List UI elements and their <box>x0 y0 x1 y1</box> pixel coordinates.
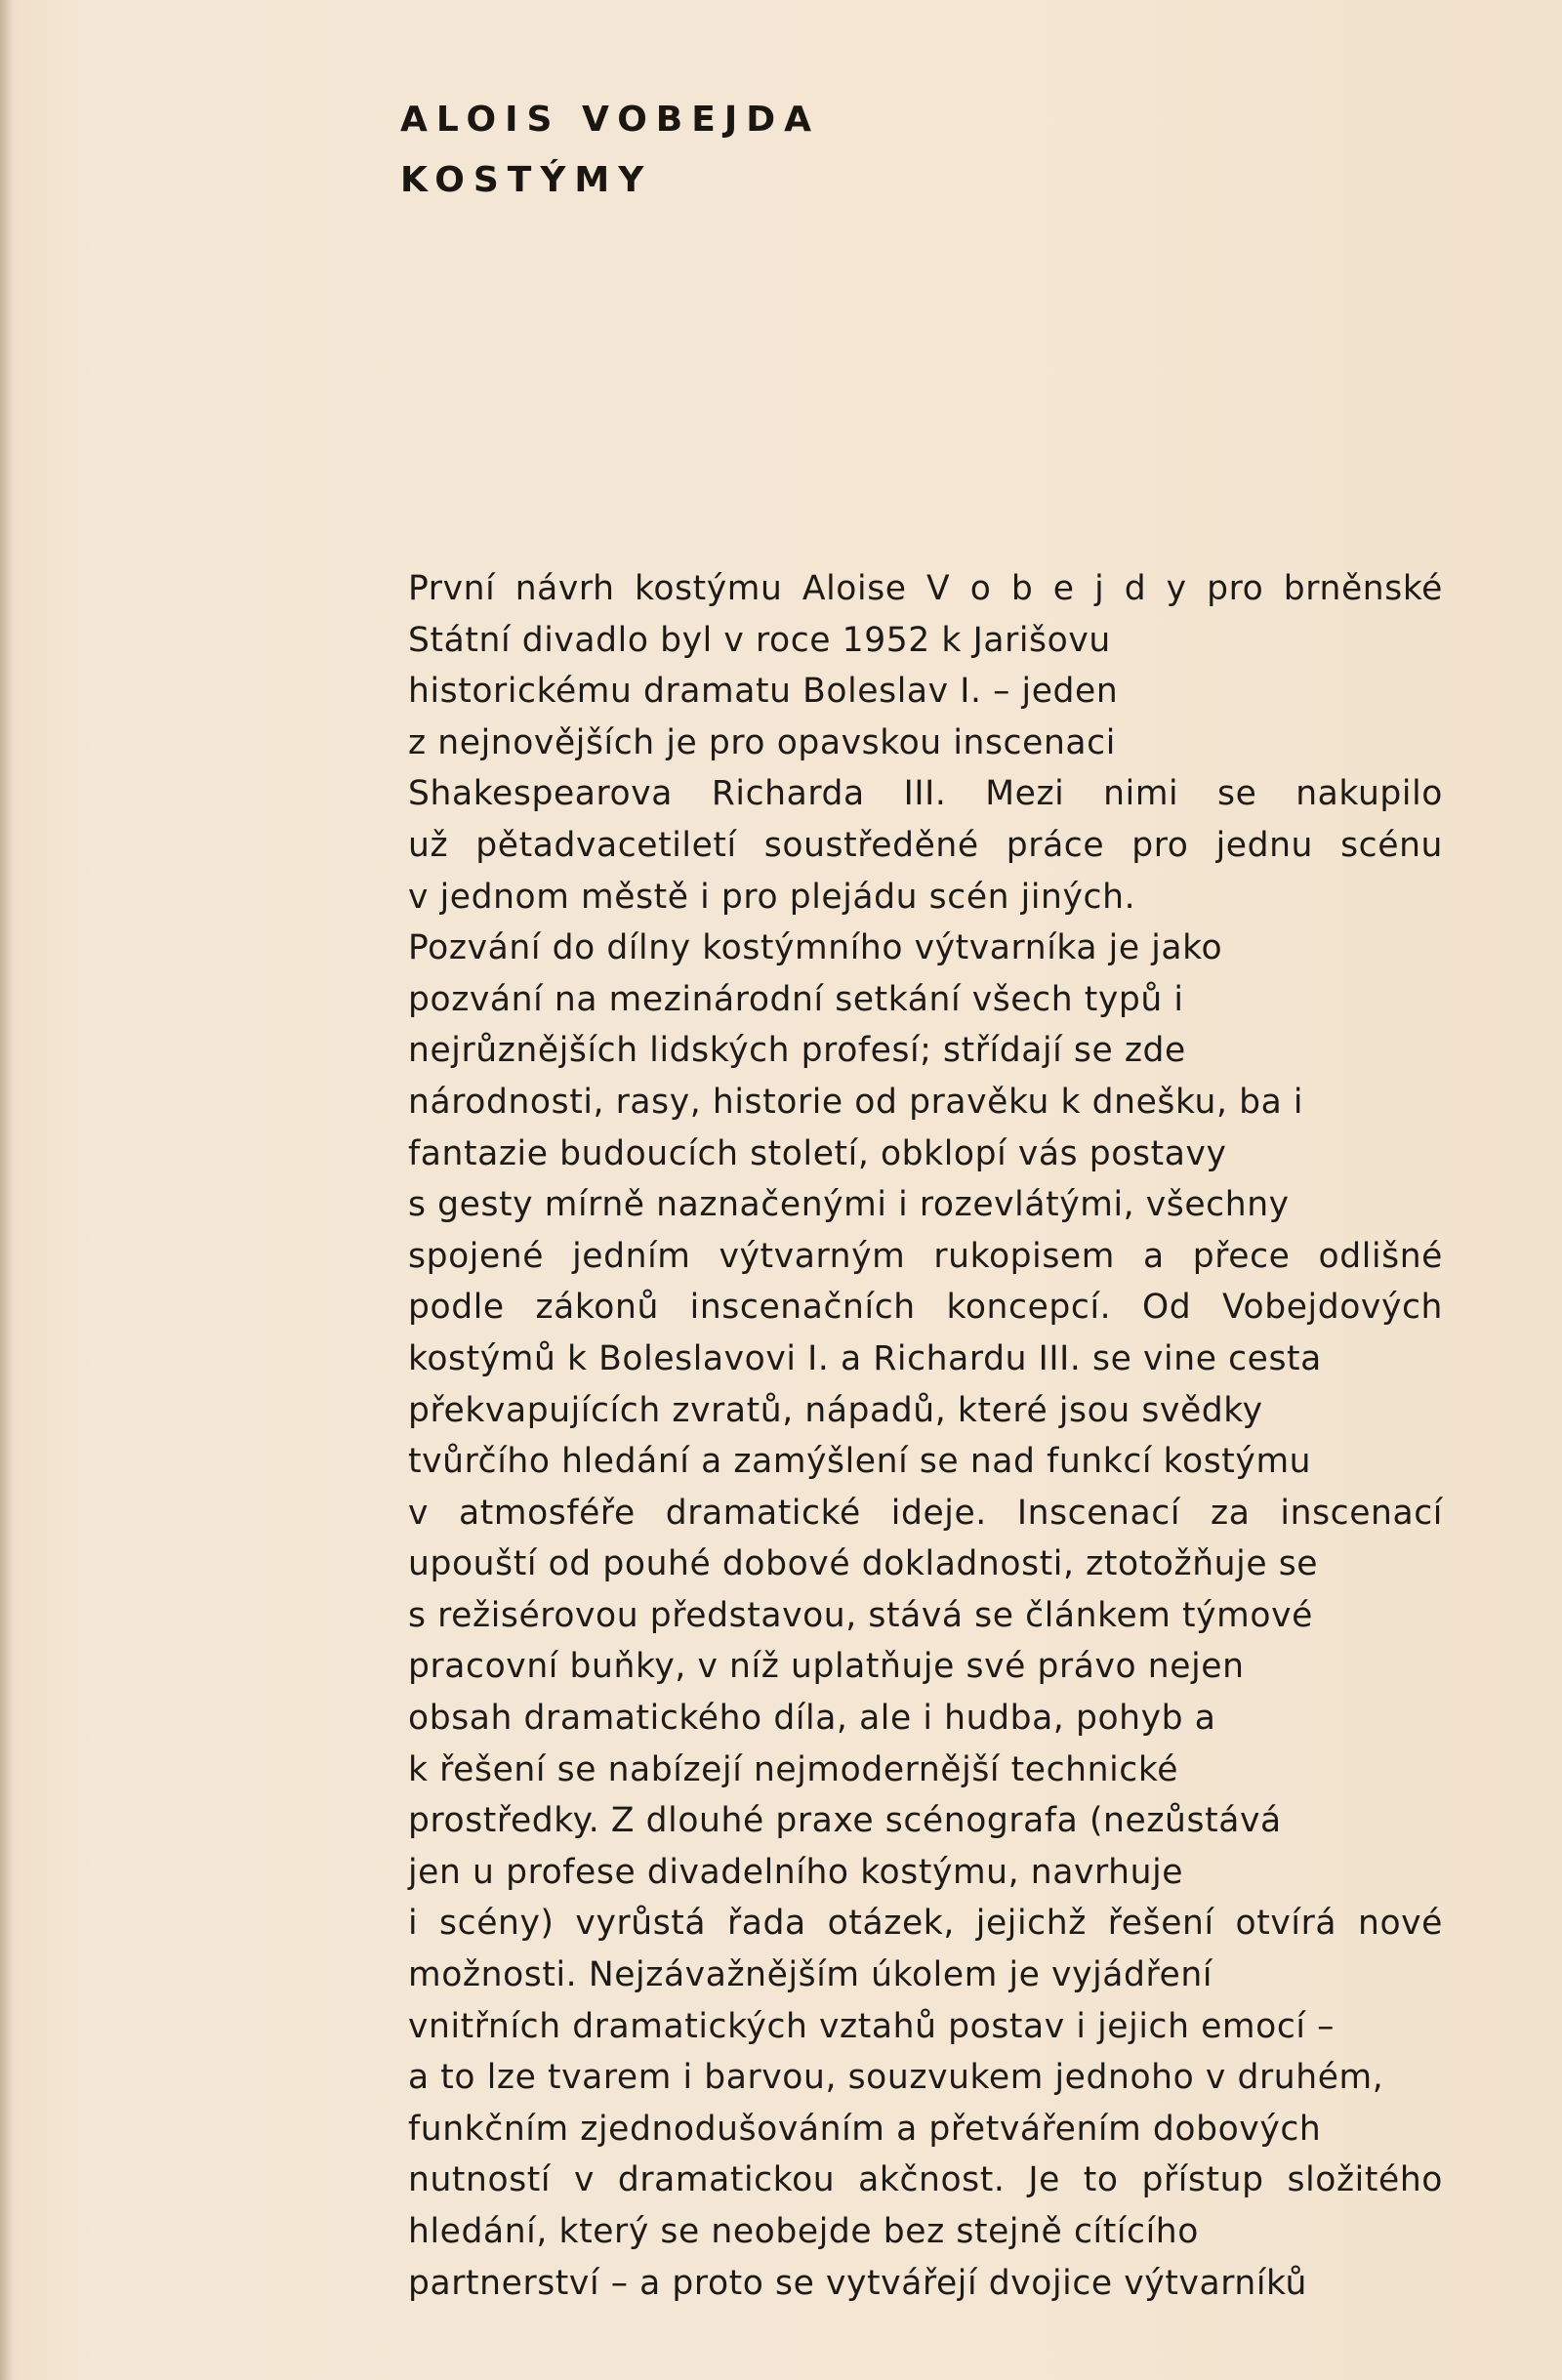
text-line: Státní divadlo byl v roce 1952 k Jarišovu <box>408 620 1111 660</box>
text-line: v jednom městě i pro plejádu scén jiných. <box>408 877 1136 917</box>
text-line: upouští od pouhé dobové dokladnosti, ztotožňuje se <box>408 1544 1319 1584</box>
text-line: prostředky. Z dlouhé praxe scénografa (nezůstává <box>408 1801 1282 1841</box>
text-line: vnitřních dramatických vztahů postav i jejich emocí – <box>408 2006 1336 2046</box>
text-line: možnosti. Nejzávažnějším úkolem je vyjádření <box>408 1955 1213 1995</box>
text-line: pozvání na mezinárodní setkání všech typů i <box>408 979 1184 1019</box>
text-line: pracovní buňky, v níž uplatňuje své právo nejen <box>408 1647 1245 1687</box>
text-line: jen u profese divadelního kostýmu, navrhuje <box>408 1852 1184 1892</box>
body-text <box>408 563 1443 2309</box>
text-line: obsah dramatického díla, ale i hudba, pohyb a <box>408 1699 1216 1739</box>
text-line: národnosti, rasy, historie od pravěku k dnešku, ba i <box>408 1082 1304 1122</box>
text-line: i scény) vyrůstá řada otázek, jejichž řešení otvírá nové <box>408 1904 1443 1944</box>
text-line: Shakespearova Richarda III. Mezi nimi se nakupilo <box>408 774 1443 814</box>
text-line: partnerství – a proto se vytvářejí dvojice výtvarníků <box>408 2263 1308 2303</box>
author-name: ALOIS VOBEJDA <box>400 100 820 140</box>
title-block <box>400 90 1084 211</box>
text-line: historickému dramatu Boleslav I. – jeden <box>408 672 1119 712</box>
text-line: Pozvání do dílny kostýmního výtvarníka je jako <box>408 928 1223 968</box>
text-line: už pětadvacetiletí soustředěné práce pro jednu scénu <box>408 825 1443 865</box>
page-spine-shadow <box>0 0 14 2380</box>
text-line: a to lze tvarem i barvou, souzvukem jednoho v druhém, <box>408 2058 1384 2098</box>
text-line: hledání, který se neobejde bez stejně cítícího <box>408 2212 1199 2251</box>
text-line: podle zákonů inscenačních koncepcí. Od Vobejdových <box>408 1288 1443 1328</box>
text-line: překvapujících zvratů, nápadů, které jsou svědky <box>408 1390 1263 1430</box>
text-line: z nejnovějších je pro opavskou inscenaci <box>408 722 1116 762</box>
text-line: k řešení se nabízejí nejmodernější technické <box>408 1749 1179 1789</box>
text-line: v atmosféře dramatické ideje. Inscenací za inscenací <box>408 1493 1443 1533</box>
text-line: fantazie budoucích století, obklopí vás postavy <box>408 1133 1227 1173</box>
text-line: s režisérovou představou, stává se článkem týmové <box>408 1595 1313 1635</box>
text-line: tvůrčího hledání a zamýšlení se nad funkcí kostýmu <box>408 1442 1312 1482</box>
text-line: nutností v dramatickou akčnost. Je to přístup složitého <box>408 2160 1443 2200</box>
text-line: kostýmů k Boleslavovi I. a Richardu III. se vine cesta <box>408 1338 1322 1378</box>
text-line: funkčním zjednodušováním a přetvářením dobových <box>408 2109 1322 2149</box>
text-line: nejrůznějších lidských profesí; střídají se zde <box>408 1031 1186 1071</box>
text-line: První návrh kostýmu Aloise V o b e j d y pro brněnské <box>408 569 1443 608</box>
page-title: KOSTÝMY <box>400 160 653 200</box>
text-line: s gesty mírně naznačenými i rozevlátými, všechny <box>408 1185 1290 1225</box>
text-line: spojené jedním výtvarným rukopisem a přece odlišné <box>408 1236 1443 1276</box>
